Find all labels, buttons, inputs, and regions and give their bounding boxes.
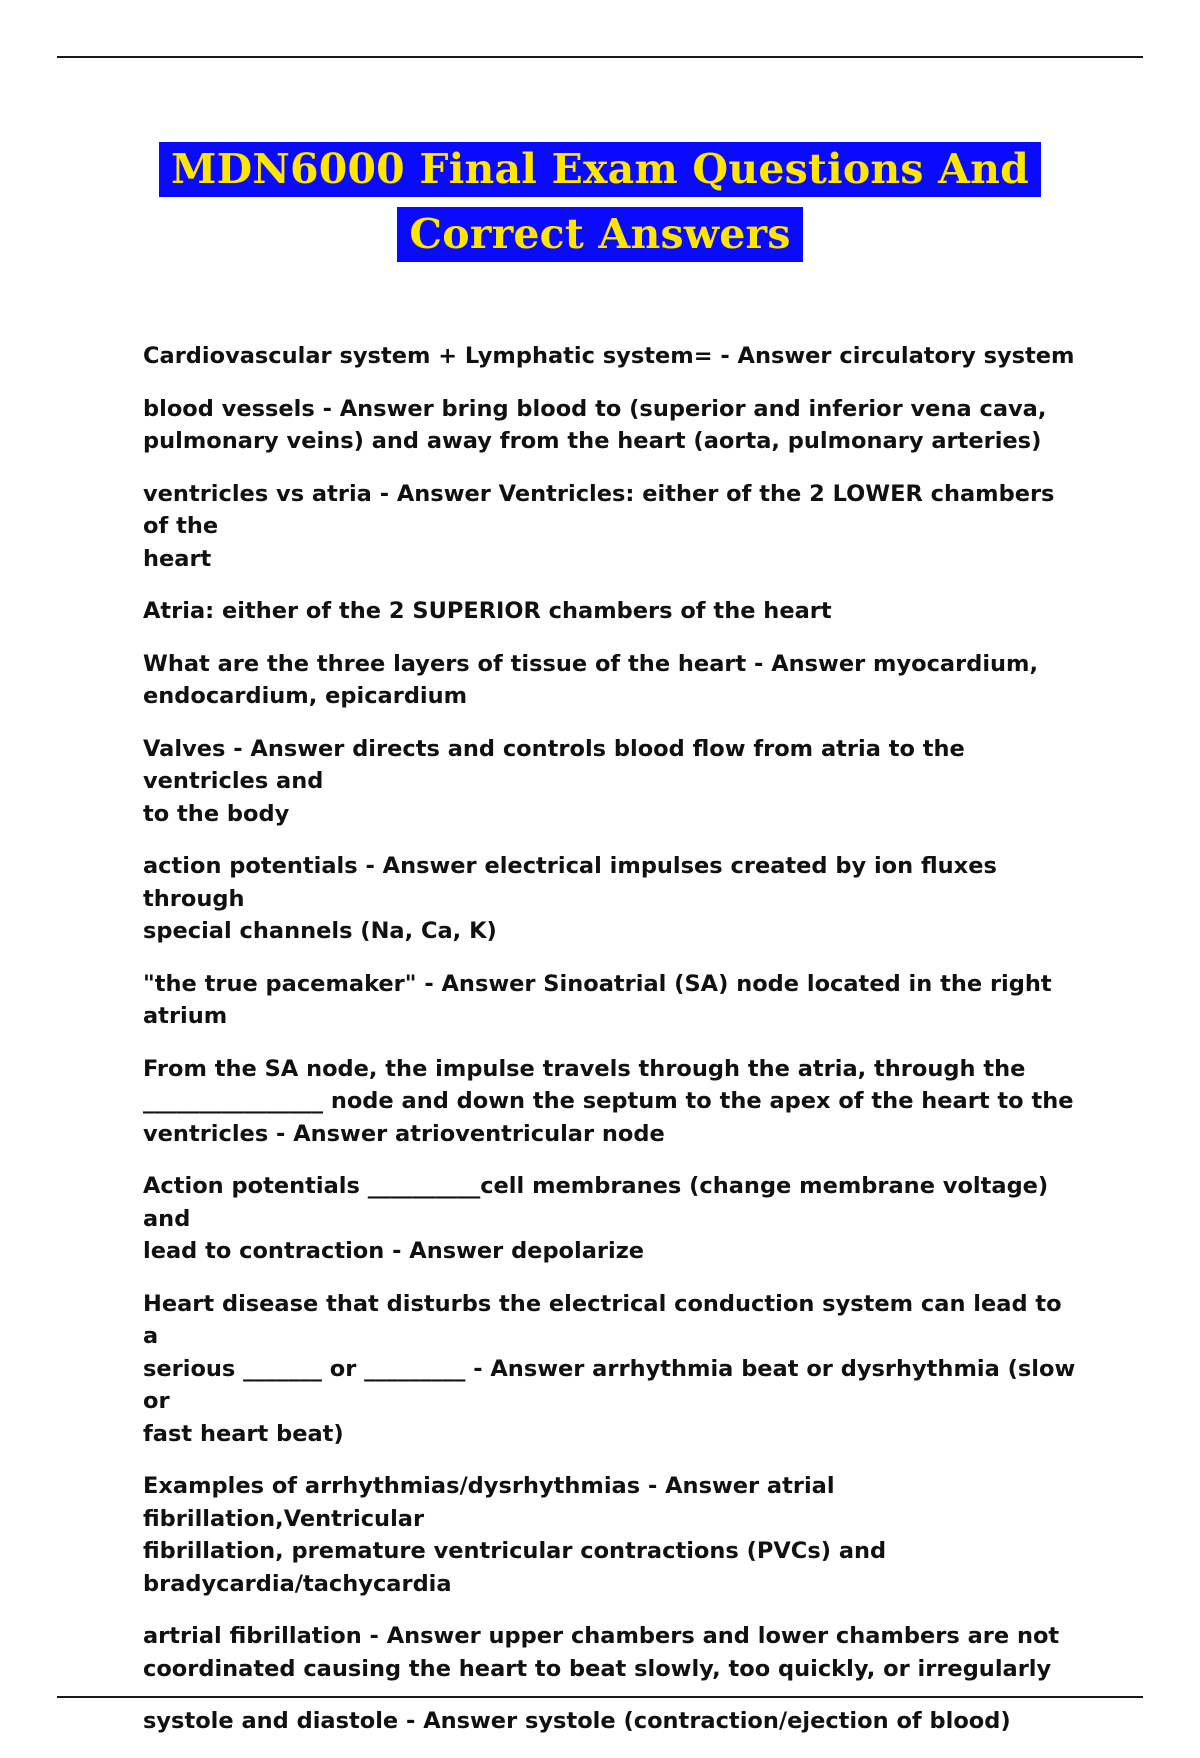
qa-entry: artrial fibrillation - Answer upper chambers and lower chambers are not coordinated causing the heart to beat slowly, too quickly, or irregularly bbox=[143, 1623, 1060, 1682]
qa-entry: action potentials - Answer electrical impulses created by ion fluxes through special channels (Na, Ca, K) bbox=[143, 853, 997, 944]
qa-entry: Action potentials __________cell membranes (change membrane voltage) and lead to contraction - Answer depolarize bbox=[143, 1173, 1049, 1264]
bottom-rule bbox=[57, 1696, 1143, 1698]
page-title bbox=[0, 142, 1200, 272]
qa-entry: Examples of arrhythmias/dysrhythmias - Answer atrial fibrillation,Ventricular fibrillation, premature ventricular contractions (PVCs) and bradycardia/tachycardia bbox=[143, 1473, 887, 1597]
title-line-2: Correct Answers bbox=[397, 207, 802, 262]
qa-list bbox=[143, 340, 1083, 1758]
qa-entry: Atria: either of the 2 SUPERIOR chambers of the heart bbox=[143, 598, 832, 624]
qa-entry: What are the three layers of tissue of the heart - Answer myocardium, endocardium, epicardium bbox=[143, 650, 1039, 709]
title-line-1: MDN6000 Final Exam Questions And bbox=[159, 142, 1041, 197]
qa-entry: Cardiovascular system + Lymphatic system= - Answer circulatory system bbox=[143, 343, 1075, 369]
qa-entry: blood vessels - Answer bring blood to (superior and inferior vena cava, pulmonary veins) and away from the heart (aorta, pulmonary arteries) bbox=[143, 395, 1047, 454]
qa-entry: systole and diastole - Answer systole (contraction/ejection of blood) bbox=[143, 1708, 1011, 1734]
qa-entry: ventricles vs atria - Answer Ventricles: either of the 2 LOWER chambers of the heart bbox=[143, 480, 1055, 572]
qa-entry: Valves - Answer directs and controls blood flow from atria to the ventricles and to the body bbox=[143, 735, 965, 827]
qa-entry: Heart disease that disturbs the electrical conduction system can lead to a serious _______ or _________ - Answer arrhythmia beat or dysrhythmia (slow or fast heart beat) bbox=[143, 1290, 1076, 1447]
qa-entry: "the true pacemaker" - Answer Sinoatrial (SA) node located in the right atrium bbox=[143, 970, 1060, 1029]
top-rule bbox=[57, 56, 1143, 58]
qa-entry: From the SA node, the impulse travels through the atria, through the ________________ node and down the septum to the apex of the heart to the ventricles - Answer atrioventricular node bbox=[143, 1055, 1074, 1147]
